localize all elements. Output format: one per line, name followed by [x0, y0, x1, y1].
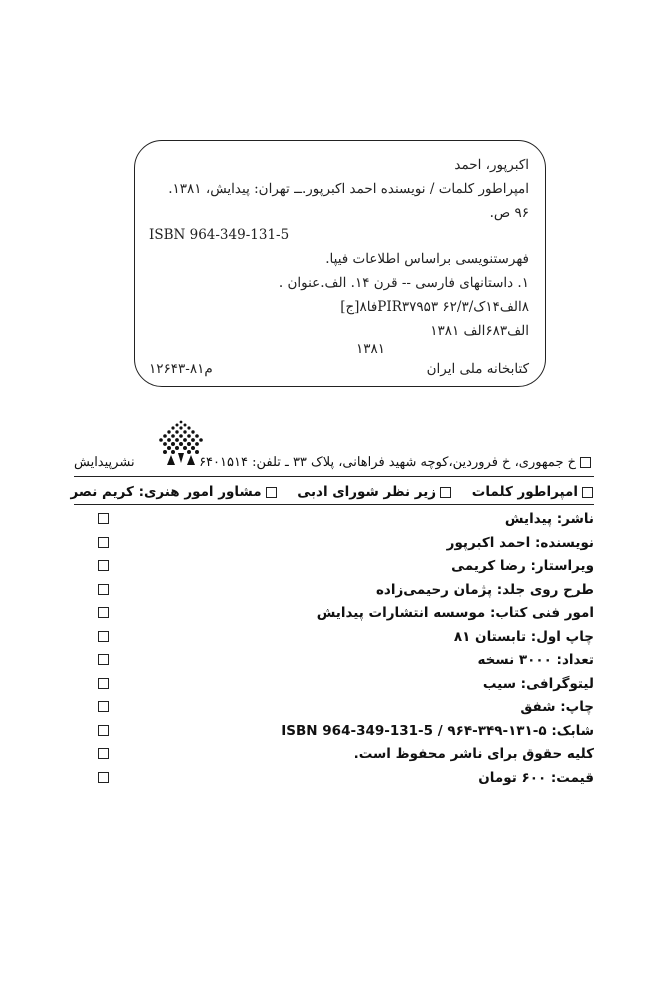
credit-row: شابک: ۵-۱۳۱-۳۴۹-۹۶۴ / ISBN 964-349-131-5: [74, 720, 594, 744]
credit-row: امور فنی کتاب: موسسه انتشارات پیدایش: [74, 602, 594, 626]
credit-row: کلیه حقوق برای ناشر محفوظ است.: [74, 743, 594, 767]
checkbox-square-icon: [98, 678, 109, 689]
cip-subject: ۱. داستانهای فارسی -- قرن ۱۴. الف.عنوان .: [278, 275, 529, 291]
cip-isbn: ISBN 964-349-131-5: [149, 227, 290, 243]
checkbox-square-icon: [98, 607, 109, 618]
cip-library: کتابخانه ملی ایران: [426, 361, 529, 377]
credits-list: [74, 508, 594, 790]
credit-row: ویراستار: رضا کریمی: [74, 555, 594, 579]
checkbox-square-icon: [98, 748, 109, 759]
credit-row: طرح روی جلد: پژمان رحیمی‌زاده: [74, 579, 594, 603]
bullet-square-icon: [266, 487, 277, 498]
bullet-square-icon: [440, 487, 451, 498]
credit-row: چاپ اول: تابستان ۸۱: [74, 626, 594, 650]
divider-bottom: [74, 504, 594, 505]
cip-author: اکبرپور، احمد: [454, 157, 529, 173]
cip-catalog-card: [134, 140, 546, 387]
cip-title-line: امپراطور کلمات / نویسنده احمد اکبرپور.ــ تهران: پیدایش، ۱۳۸۱.: [168, 181, 529, 197]
publisher-address: خ جمهوری، خ فروردین،کوچه شهید فراهانی، پلاک ۳۳ ـ تلفن: ۶۴۰۱۵۱۴: [199, 455, 591, 470]
checkbox-square-icon: [98, 654, 109, 665]
credit-row: قیمت: ۶۰۰ تومان: [74, 767, 594, 791]
cip-number: م۸۱-۱۲۶۴۳: [149, 361, 213, 377]
checkbox-square-icon: [98, 513, 109, 524]
bullet-square-icon: [580, 457, 591, 468]
series-title: امپراطور کلمات: [472, 484, 593, 500]
credit-row: نویسنده: احمد اکبرپور: [74, 532, 594, 556]
checkbox-square-icon: [98, 537, 109, 548]
bullet-square-icon: [582, 487, 593, 498]
cip-class-2: الف۶۸۳الف ۱۳۸۱: [430, 323, 529, 339]
credit-row: چاپ: شفق: [74, 696, 594, 720]
series-board: زیر نظر شورای ادبی: [297, 484, 451, 500]
cip-note: فهرستنویسی براساس اطلاعات فیپا.: [325, 251, 529, 267]
checkbox-square-icon: [98, 701, 109, 712]
publisher-name: نشرپیدایش: [74, 455, 135, 470]
credit-row: ناشر: پیدایش: [74, 508, 594, 532]
checkbox-square-icon: [98, 584, 109, 595]
series-art-advisor: مشاور امور هنری: کریم نصر: [71, 484, 277, 500]
credit-row: تعداد: ۳۰۰۰ نسخه: [74, 649, 594, 673]
checkbox-square-icon: [98, 725, 109, 736]
cip-pages: ۹۶ ص.: [489, 205, 529, 221]
divider-top: [74, 476, 594, 477]
checkbox-square-icon: [98, 631, 109, 642]
cip-class-1: ۸الف۱۴ک/PIR۳۷۹۵۳ ۶۲/۳فا۸[ج]: [340, 299, 529, 315]
checkbox-square-icon: [98, 560, 109, 571]
cip-year: ۱۳۸۱: [355, 341, 385, 357]
credit-row: لیتوگرافی: سیب: [74, 673, 594, 697]
checkbox-square-icon: [98, 772, 109, 783]
series-info: [55, 484, 593, 500]
publisher-logo-icon: [157, 419, 205, 465]
